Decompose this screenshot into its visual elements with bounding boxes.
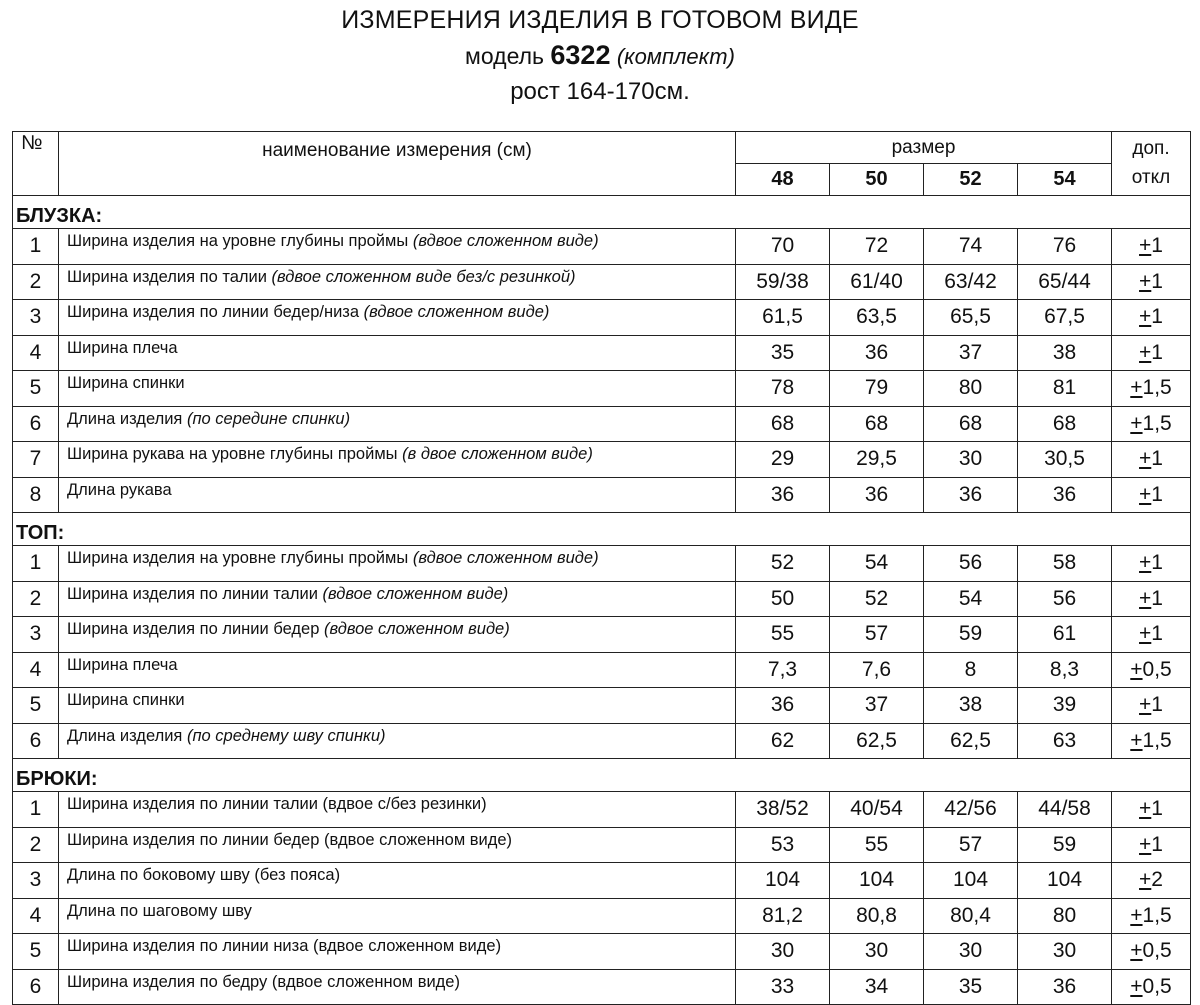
table-row [13, 652, 1191, 688]
row-number: 1 [13, 792, 59, 828]
section-row [13, 759, 1191, 792]
tolerance-cell [1112, 406, 1191, 442]
size-value-48: 52 [736, 546, 830, 582]
measurement-name: Длина изделия [67, 409, 183, 428]
tolerance-cell [1112, 898, 1191, 934]
size-value-54: 104 [1018, 863, 1112, 899]
size-value-50: 104 [830, 863, 924, 899]
size-value-50: 79 [830, 371, 924, 407]
tolerance-cell [1112, 934, 1191, 970]
measurement-note: (вдвое сложенном виде) [323, 620, 510, 638]
row-number: 4 [13, 898, 59, 934]
header-measurement-name: наименование измерения (см) [59, 132, 736, 196]
table-body [13, 196, 1191, 1005]
tolerance-cell [1112, 581, 1191, 617]
measurement-name: Длина по боковому шву (без пояса) [67, 866, 341, 884]
header-size: размер [736, 132, 1112, 164]
row-number: 1 [13, 229, 59, 265]
size-value-50: 30 [830, 934, 924, 970]
size-value-48: 50 [736, 581, 830, 617]
section-title: БРЮКИ: [13, 759, 1191, 792]
tolerance-value: 1 [1151, 340, 1163, 364]
row-number: 3 [13, 617, 59, 653]
size-value-48: 61,5 [736, 300, 830, 336]
size-value-52: 62,5 [924, 723, 1018, 759]
row-number: 2 [13, 581, 59, 617]
measurement-note: (вдвое сложенном виде) [412, 549, 599, 567]
row-number: 5 [13, 688, 59, 724]
size-value-48: 29 [736, 442, 830, 478]
size-value-54: 36 [1018, 477, 1112, 513]
table-row [13, 335, 1191, 371]
size-value-52: 30 [924, 934, 1018, 970]
table-row [13, 581, 1191, 617]
plus-minus-sign: + [1130, 974, 1143, 998]
size-value-48: 33 [736, 969, 830, 1005]
tolerance-cell [1112, 617, 1191, 653]
size-value-54: 8,3 [1018, 652, 1112, 688]
size-value-50: 63,5 [830, 300, 924, 336]
tolerance-cell [1112, 477, 1191, 513]
measurement-note: (по среднему шву спинки) [186, 726, 386, 745]
tolerance-value: 1 [1151, 447, 1163, 471]
measurement-name: Ширина изделия по линии низа (вдвое сложенном виде) [67, 937, 502, 955]
size-value-50: 68 [830, 406, 924, 442]
header-size-50: 50 [830, 164, 924, 196]
tolerance-value: 1 [1151, 586, 1163, 610]
tolerance-cell [1112, 792, 1191, 828]
table-row [13, 969, 1191, 1005]
measurement-name-cell [59, 863, 736, 899]
size-value-48: 68 [736, 406, 830, 442]
measurement-note: (вдвое сложенном виде) [322, 584, 509, 603]
measurement-name-cell [59, 406, 736, 442]
size-value-48: 36 [736, 477, 830, 513]
model-suffix: (комплект) [616, 44, 735, 69]
table-row [13, 406, 1191, 442]
size-value-50: 80,8 [830, 898, 924, 934]
size-value-50: 7,6 [830, 652, 924, 688]
size-value-48: 78 [736, 371, 830, 407]
table-row [13, 617, 1191, 653]
size-value-52: 74 [924, 229, 1018, 265]
header-size-48: 48 [736, 164, 830, 196]
size-value-54: 80 [1018, 898, 1112, 934]
tolerance-value: 1 [1151, 832, 1163, 856]
size-value-52: 54 [924, 581, 1018, 617]
measurement-name: Ширина изделия по талии [67, 267, 267, 286]
measurement-name-cell [59, 477, 736, 513]
table-row [13, 898, 1191, 934]
measurement-name-cell [59, 546, 736, 582]
row-number: 4 [13, 652, 59, 688]
measurement-name-cell [59, 229, 736, 265]
row-number: 8 [13, 477, 59, 513]
measurement-name: Ширина изделия по линии бедер [67, 620, 320, 638]
size-value-48: 62 [736, 723, 830, 759]
size-value-52: 68 [924, 406, 1018, 442]
tolerance-cell [1112, 969, 1191, 1005]
plus-minus-sign: + [1139, 269, 1152, 293]
size-value-48: 104 [736, 863, 830, 899]
model-prefix: модель [465, 43, 544, 69]
measurement-name: Ширина плеча [67, 655, 178, 674]
measurement-name-cell [59, 723, 736, 759]
measurement-name: Длина рукава [67, 480, 172, 499]
table-row [13, 792, 1191, 828]
size-value-52: 30 [924, 442, 1018, 478]
size-value-54: 56 [1018, 581, 1112, 617]
tolerance-cell [1112, 371, 1191, 407]
tolerance-value: 1 [1151, 622, 1163, 646]
size-value-50: 57 [830, 617, 924, 653]
document-title: ИЗМЕРЕНИЯ ИЗДЕЛИЯ В ГОТОВОМ ВИДЕ [341, 6, 859, 34]
plus-minus-sign: + [1130, 903, 1143, 927]
measurement-name: Ширина изделия по линии бедер (вдвое сложенном виде) [67, 830, 513, 849]
size-value-48: 35 [736, 335, 830, 371]
measurement-name-cell [59, 264, 736, 300]
size-value-52: 65,5 [924, 300, 1018, 336]
header-tolerance-line2: откл [1131, 167, 1171, 188]
table-row [13, 300, 1191, 336]
tolerance-value: 1 [1151, 693, 1163, 717]
table-row [13, 371, 1191, 407]
header-tolerance-line1: доп. [1132, 138, 1170, 159]
size-value-54: 76 [1018, 229, 1112, 265]
table-row [13, 723, 1191, 759]
size-value-50: 72 [830, 229, 924, 265]
section-title: БЛУЗКА: [13, 196, 1191, 229]
measurement-name: Длина по шаговому шву [67, 901, 252, 920]
size-value-52: 57 [924, 827, 1018, 863]
tolerance-value: 1,5 [1142, 376, 1172, 400]
plus-minus-sign: + [1139, 234, 1152, 258]
measurement-name-cell [59, 898, 736, 934]
header-tolerance [1112, 132, 1191, 196]
size-value-50: 52 [830, 581, 924, 617]
measurement-name-cell [59, 335, 736, 371]
size-value-52: 37 [924, 335, 1018, 371]
size-value-48: 30 [736, 934, 830, 970]
tolerance-cell [1112, 300, 1191, 336]
tolerance-value: 0,5 [1142, 939, 1172, 963]
tolerance-cell [1112, 723, 1191, 759]
size-value-48: 7,3 [736, 652, 830, 688]
measurement-name-cell [59, 652, 736, 688]
section-title: ТОП: [13, 513, 1191, 546]
row-number: 4 [13, 335, 59, 371]
measurement-name-cell [59, 792, 736, 828]
tolerance-value: 0,5 [1142, 974, 1172, 998]
row-number: 5 [13, 934, 59, 970]
size-value-52: 59 [924, 617, 1018, 653]
section-row [13, 196, 1191, 229]
measurement-name: Ширина изделия по бедру (вдвое сложенном виде) [67, 972, 460, 991]
measurement-name: Ширина рукава на уровне глубины проймы [67, 445, 398, 463]
size-value-54: 63 [1018, 723, 1112, 759]
table-row [13, 264, 1191, 300]
model-number: 6322 [550, 40, 611, 70]
plus-minus-sign: + [1139, 305, 1152, 329]
tolerance-cell [1112, 827, 1191, 863]
measurement-name: Ширина изделия по линии талии [67, 584, 318, 603]
size-value-52: 56 [924, 546, 1018, 582]
size-value-50: 61/40 [830, 264, 924, 300]
measurement-name: Ширина изделия по линии бедер/низа [67, 303, 360, 321]
row-number: 6 [13, 723, 59, 759]
tolerance-cell [1112, 229, 1191, 265]
row-number: 7 [13, 442, 59, 478]
table-row [13, 442, 1191, 478]
plus-minus-sign: + [1130, 657, 1143, 681]
size-value-50: 34 [830, 969, 924, 1005]
tolerance-value: 1 [1151, 269, 1163, 293]
table-row [13, 477, 1191, 513]
tolerance-value: 1 [1151, 482, 1163, 506]
tolerance-cell [1112, 264, 1191, 300]
measurement-note: (вдвое сложенном виде) [363, 303, 550, 321]
measurement-name-cell [59, 688, 736, 724]
plus-minus-sign: + [1139, 622, 1152, 646]
plus-minus-sign: + [1139, 797, 1152, 821]
size-value-50: 62,5 [830, 723, 924, 759]
size-value-54: 68 [1018, 406, 1112, 442]
tolerance-cell [1112, 652, 1191, 688]
plus-minus-sign: + [1139, 551, 1152, 575]
table-row [13, 229, 1191, 265]
plus-minus-sign: + [1139, 832, 1152, 856]
tolerance-cell [1112, 688, 1191, 724]
measurement-note: (в двое сложенном виде) [402, 445, 593, 463]
table-row [13, 546, 1191, 582]
size-value-52: 38 [924, 688, 1018, 724]
measurement-name-cell [59, 371, 736, 407]
tolerance-value: 1 [1151, 551, 1163, 575]
plus-minus-sign: + [1139, 693, 1152, 717]
size-value-52: 36 [924, 477, 1018, 513]
measurement-name: Длина изделия [67, 726, 183, 745]
size-value-54: 30 [1018, 934, 1112, 970]
measurement-name: Ширина изделия на уровне глубины проймы [67, 232, 409, 250]
size-value-54: 81 [1018, 371, 1112, 407]
measurement-note: (вдвое сложенном виде без/с резинкой) [271, 267, 576, 286]
size-value-50: 36 [830, 477, 924, 513]
size-value-48: 59/38 [736, 264, 830, 300]
size-value-52: 35 [924, 969, 1018, 1005]
size-value-48: 38/52 [736, 792, 830, 828]
measurement-name-cell [59, 300, 736, 336]
row-number: 1 [13, 546, 59, 582]
measurement-name: Ширина плеча [67, 338, 178, 357]
tolerance-value: 1 [1151, 797, 1163, 821]
measurement-name: Ширина спинки [67, 374, 185, 392]
plus-minus-sign: + [1130, 376, 1143, 400]
size-value-54: 58 [1018, 546, 1112, 582]
size-value-52: 8 [924, 652, 1018, 688]
table-row [13, 863, 1191, 899]
plus-minus-sign: + [1139, 482, 1152, 506]
plus-minus-sign: + [1139, 868, 1152, 892]
tolerance-value: 1 [1151, 305, 1163, 329]
size-value-54: 65/44 [1018, 264, 1112, 300]
size-value-54: 44/58 [1018, 792, 1112, 828]
header-size-54: 54 [1018, 164, 1112, 196]
height-range: рост 164-170см. [510, 78, 690, 105]
size-value-54: 30,5 [1018, 442, 1112, 478]
tolerance-value: 1,5 [1142, 903, 1172, 927]
plus-minus-sign: + [1139, 586, 1152, 610]
plus-minus-sign: + [1130, 728, 1143, 752]
section-row [13, 513, 1191, 546]
size-value-52: 80,4 [924, 898, 1018, 934]
size-value-50: 37 [830, 688, 924, 724]
size-value-52: 63/42 [924, 264, 1018, 300]
measurement-name-cell [59, 581, 736, 617]
measurement-name-cell [59, 969, 736, 1005]
size-value-50: 36 [830, 335, 924, 371]
tolerance-value: 1 [1151, 234, 1163, 258]
row-number: 3 [13, 863, 59, 899]
table-row [13, 934, 1191, 970]
tolerance-value: 1,5 [1142, 411, 1172, 435]
tolerance-cell [1112, 442, 1191, 478]
plus-minus-sign: + [1130, 939, 1143, 963]
size-value-54: 59 [1018, 827, 1112, 863]
measurement-name-cell [59, 442, 736, 478]
measurement-name: Ширина изделия по линии талии (вдвое с/без резинки) [67, 795, 487, 813]
size-value-54: 38 [1018, 335, 1112, 371]
plus-minus-sign: + [1130, 411, 1143, 435]
size-value-48: 53 [736, 827, 830, 863]
tolerance-value: 0,5 [1142, 657, 1172, 681]
tolerance-value: 2 [1151, 868, 1163, 892]
measurement-name-cell [59, 934, 736, 970]
tolerance-value: 1,5 [1142, 728, 1172, 752]
size-value-54: 39 [1018, 688, 1112, 724]
size-value-50: 55 [830, 827, 924, 863]
row-number: 3 [13, 300, 59, 336]
measurement-name: Ширина спинки [67, 691, 185, 709]
size-value-52: 42/56 [924, 792, 1018, 828]
row-number: 2 [13, 264, 59, 300]
row-number: 5 [13, 371, 59, 407]
row-number: 6 [13, 969, 59, 1005]
measurement-name-cell [59, 617, 736, 653]
table-row [13, 688, 1191, 724]
plus-minus-sign: + [1139, 447, 1152, 471]
size-value-48: 70 [736, 229, 830, 265]
size-value-52: 104 [924, 863, 1018, 899]
header-number: № [13, 132, 59, 196]
plus-minus-sign: + [1139, 340, 1152, 364]
tolerance-cell [1112, 335, 1191, 371]
table-header [13, 132, 1191, 196]
size-value-50: 29,5 [830, 442, 924, 478]
size-value-52: 80 [924, 371, 1018, 407]
row-number: 2 [13, 827, 59, 863]
size-value-50: 54 [830, 546, 924, 582]
measurement-note: (вдвое сложенном виде) [412, 232, 599, 250]
header-size-52: 52 [924, 164, 1018, 196]
size-value-48: 81,2 [736, 898, 830, 934]
measurement-name: Ширина изделия на уровне глубины проймы [67, 549, 409, 567]
size-value-54: 67,5 [1018, 300, 1112, 336]
measurement-name-cell [59, 827, 736, 863]
size-value-54: 36 [1018, 969, 1112, 1005]
tolerance-cell [1112, 863, 1191, 899]
size-value-48: 36 [736, 688, 830, 724]
measurement-note: (по середине спинки) [186, 409, 351, 428]
model-line [0, 40, 1200, 71]
tolerance-cell [1112, 546, 1191, 582]
table-row [13, 827, 1191, 863]
row-number: 6 [13, 406, 59, 442]
size-value-54: 61 [1018, 617, 1112, 653]
measurements-table [12, 131, 1191, 1005]
size-value-50: 40/54 [830, 792, 924, 828]
size-value-48: 55 [736, 617, 830, 653]
